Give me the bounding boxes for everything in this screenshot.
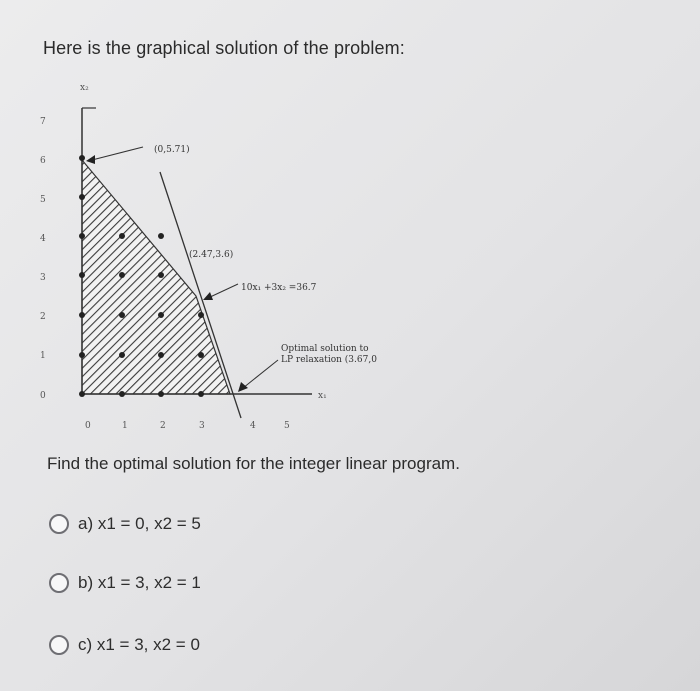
y-axis-name: x₂ [80,83,89,93]
radio-button-b[interactable] [49,573,69,593]
x-tick-label: 1 [122,421,128,431]
integer-point [119,391,125,397]
integer-point [158,272,164,278]
y-tick-label: 3 [40,273,46,283]
integer-point [158,312,164,318]
x-tick-label: 0 [85,421,91,431]
integer-point [79,233,85,239]
integer-point [198,352,204,358]
y-tick-label: 1 [40,351,46,361]
integer-point [198,391,204,397]
integer-point [79,194,85,200]
option-c[interactable] [49,635,200,655]
x-tick-label: 2 [160,421,166,431]
integer-point [79,352,85,358]
integer-point [79,312,85,318]
point-label-top: (0,5.71) [154,145,190,155]
integer-point [158,391,164,397]
integer-point [79,155,85,161]
y-tick-label: 4 [40,234,46,244]
option-c-label[interactable]: c) x1 = 3, x2 = 0 [78,635,200,654]
y-tick-label: 5 [40,195,46,205]
integer-point [79,272,85,278]
x-axis-name: x₁ [318,391,327,401]
y-tick-label: 7 [40,117,46,127]
option-a[interactable] [49,514,201,534]
integer-point [119,272,125,278]
optimal-label-line1: Optimal solution to [281,344,369,354]
x-tick-label: 5 [284,421,290,431]
page-heading: Here is the graphical solution of the problem: [43,38,405,58]
x-tick-label: 3 [199,421,205,431]
x-tick-label: 4 [250,421,256,431]
point-label-mid: (2.47,3.6) [189,250,234,260]
integer-point [79,391,85,397]
question-text: Find the optimal solution for the integer linear program. [47,454,460,473]
optimal-label-line2: LP relaxation (3.67,0 [281,355,377,365]
integer-point [119,352,125,358]
option-b[interactable] [49,573,201,593]
constraint-label: 10x₁ +3x₂ =36.7 [241,283,317,293]
y-tick-label: 0 [40,391,46,401]
y-tick-label: 6 [40,156,46,166]
y-tick-label: 2 [40,312,46,322]
integer-point [158,352,164,358]
option-a-label[interactable]: a) x1 = 0, x2 = 5 [78,514,201,533]
radio-button-a[interactable] [49,514,69,534]
y-tick-labels [40,117,46,401]
feasible-region [82,160,230,394]
x-tick-labels [85,421,290,431]
integer-point [158,233,164,239]
integer-point [198,312,204,318]
integer-point [119,233,125,239]
integer-point [119,312,125,318]
radio-button-c[interactable] [49,635,69,655]
option-b-label[interactable]: b) x1 = 3, x2 = 1 [78,573,201,592]
